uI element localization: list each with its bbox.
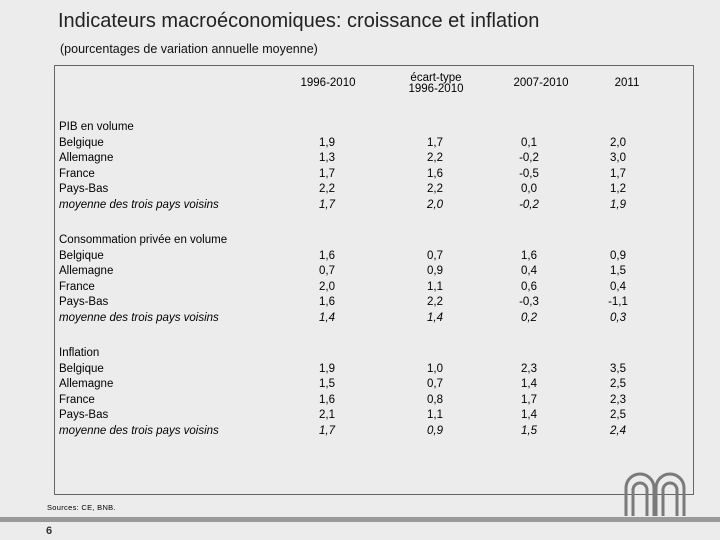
column-header-4: 2011 — [614, 77, 640, 89]
table-cell: 0,9 — [427, 425, 443, 437]
nbb-logo-icon — [622, 468, 688, 518]
table-cell: 2,2 — [427, 296, 443, 309]
table-cell: 0,8 — [427, 393, 443, 406]
table-cell: 1,0 — [427, 362, 443, 375]
table-row — [55, 311, 693, 327]
table-row — [55, 264, 693, 280]
table-cell: 2,0 — [319, 280, 335, 293]
section-heading — [55, 346, 693, 362]
table-cell: 0,7 — [319, 265, 335, 278]
table-cell: 2,5 — [610, 378, 626, 391]
table-cell: 1,7 — [610, 167, 626, 180]
table-cell: 1,6 — [319, 296, 335, 309]
table-cell: 2,0 — [610, 136, 626, 149]
table-row — [55, 198, 693, 214]
table-cell: 0,4 — [610, 280, 626, 293]
row-label: moyenne des trois pays voisins — [59, 199, 219, 211]
table-cell: 2,2 — [427, 183, 443, 196]
section-heading — [55, 120, 693, 136]
table-cell: 1,7 — [427, 136, 443, 149]
row-label: Belgique — [59, 362, 104, 375]
row-label: Allemagne — [59, 378, 114, 391]
table-cell: 1,6 — [319, 393, 335, 406]
row-label: Pays-Bas — [59, 296, 109, 309]
table-cell: 2,1 — [319, 409, 335, 422]
table-cell: -0,2 — [519, 199, 539, 211]
table-cell: 1,6 — [427, 167, 443, 180]
table-cell: 1,4 — [427, 312, 443, 324]
table-cell: 0,9 — [610, 249, 626, 262]
row-label: moyenne des trois pays voisins — [59, 425, 219, 437]
table-row — [55, 362, 693, 378]
table-cell: -1,1 — [608, 296, 628, 309]
table-cell: 1,4 — [521, 409, 537, 422]
table-cell: -0,3 — [519, 296, 539, 309]
row-label: Belgique — [59, 136, 104, 149]
table-cell: 0,0 — [521, 183, 537, 196]
table-cell: 1,1 — [427, 409, 443, 422]
table-cell: 1,3 — [319, 152, 335, 165]
table-row — [55, 167, 693, 183]
table-cell: 1,4 — [319, 312, 335, 324]
row-label: France — [59, 167, 95, 180]
table-cell: 0,2 — [521, 312, 537, 324]
row-label: France — [59, 393, 95, 406]
table-row — [55, 377, 693, 393]
table-cell: 0,9 — [427, 265, 443, 278]
table-cell: 1,9 — [319, 136, 335, 149]
table-cell: 1,7 — [521, 393, 537, 406]
row-label: Allemagne — [59, 265, 114, 278]
table-cell: 1,9 — [610, 199, 626, 211]
table-cell: 1,1 — [427, 280, 443, 293]
table-cell: 1,6 — [319, 249, 335, 262]
table-row — [55, 182, 693, 198]
table-cell: -0,2 — [519, 152, 539, 165]
table-cell: 1,5 — [610, 265, 626, 278]
page-title: Indicateurs macroéconomiques: croissance et inflation — [58, 10, 540, 32]
table-cell: 1,5 — [521, 425, 537, 437]
data-table — [54, 65, 694, 495]
table-cell: 2,2 — [319, 183, 335, 196]
table-row — [55, 249, 693, 265]
table-cell: 1,6 — [521, 249, 537, 262]
row-label: moyenne des trois pays voisins — [59, 312, 219, 324]
page-subtitle: (pourcentages de variation annuelle moyenne) — [60, 42, 318, 56]
table-cell: 2,4 — [610, 425, 626, 437]
footer-bar — [0, 517, 720, 522]
column-header-3: 2007-2010 — [513, 77, 569, 89]
table-cell: 1,7 — [319, 425, 335, 437]
table-cell: 1,4 — [521, 378, 537, 391]
row-label: Pays-Bas — [59, 183, 109, 196]
table-cell: 0,7 — [427, 378, 443, 391]
table-cell: 2,2 — [427, 152, 443, 165]
table-row — [55, 136, 693, 152]
table-cell: 3,0 — [610, 152, 626, 165]
column-header-2: écart-type 1996-2010 — [408, 72, 464, 95]
section-heading-label: Inflation — [59, 347, 100, 359]
table-cell: 1,5 — [319, 378, 335, 391]
table-cell: 1,7 — [319, 199, 335, 211]
table-row — [55, 393, 693, 409]
section-heading-label: Consommation privée en volume — [59, 234, 228, 246]
row-label: France — [59, 280, 95, 293]
table-cell: 0,4 — [521, 265, 537, 278]
table-cell: -0,5 — [519, 167, 539, 180]
table-cell: 0,7 — [427, 249, 443, 262]
page-number: 6 — [46, 525, 53, 537]
section-heading-label: PIB en volume — [59, 121, 134, 133]
row-label: Belgique — [59, 249, 104, 262]
table-cell: 0,6 — [521, 280, 537, 293]
table-cell: 2,5 — [610, 409, 626, 422]
table-cell: 0,1 — [521, 136, 537, 149]
table-cell: 0,3 — [610, 312, 626, 324]
row-label: Pays-Bas — [59, 409, 109, 422]
table-row — [55, 280, 693, 296]
table-cell: 2,0 — [427, 199, 443, 211]
table-cell: 1,9 — [319, 362, 335, 375]
table-cell: 1,2 — [610, 183, 626, 196]
table-cell: 2,3 — [610, 393, 626, 406]
row-label: Allemagne — [59, 152, 114, 165]
table-cell: 3,5 — [610, 362, 626, 375]
table-row — [55, 151, 693, 167]
table-row — [55, 408, 693, 424]
table-row — [55, 424, 693, 440]
sources-note: Sources: CE, BNB. — [47, 503, 116, 512]
column-header-1: 1996-2010 — [300, 77, 356, 89]
section-heading — [55, 233, 693, 249]
table-cell: 1,7 — [319, 167, 335, 180]
table-cell: 2,3 — [521, 362, 537, 375]
table-row — [55, 295, 693, 311]
